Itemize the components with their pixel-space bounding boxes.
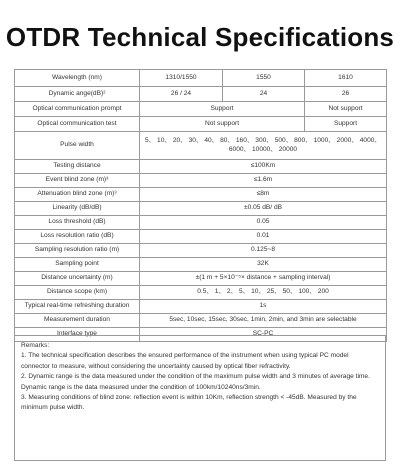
remarks-heading: Remarks: — [21, 342, 50, 349]
spec-label: Sampling resolution ratio (m) — [15, 244, 140, 258]
spec-label: Linearity (dB/dB) — [15, 202, 140, 216]
spec-value: 0.125~8 — [140, 244, 387, 258]
spec-value: ≤1.6m — [140, 174, 387, 188]
spec-sheet — [14, 69, 386, 463]
spec-label: Testing distance — [15, 160, 140, 174]
spec-value: 26 / 24 — [140, 87, 223, 102]
spec-label: Typical real-time refreshing duration — [15, 300, 140, 314]
spec-label: Distance scope (km) — [15, 286, 140, 300]
spec-value: 1s — [140, 300, 387, 314]
remark-item: 3. Measuring conditions of blind zone: reflection event is within 10Km, reflection strength < -45dB. Measured by the minimum pulse width. — [21, 394, 357, 412]
spec-row — [15, 244, 387, 258]
spec-value: 1550 — [223, 70, 305, 87]
spec-label: Dynamic ange(dB)² — [15, 87, 140, 102]
spec-value: Support — [305, 117, 387, 132]
spec-value: SC-PC — [140, 328, 387, 342]
spec-row — [15, 202, 387, 216]
spec-row — [15, 102, 387, 117]
spec-value: 0.5、 1、 2、 5、 10、 25、 50、 100、 200 — [140, 286, 387, 300]
spec-row — [15, 132, 387, 160]
spec-label: Optical communication test — [15, 117, 140, 132]
spec-label: Measurement duration — [15, 314, 140, 328]
spec-row — [15, 70, 387, 87]
spec-row — [15, 230, 387, 244]
spec-label: Sampling point — [15, 258, 140, 272]
spec-row — [15, 314, 387, 328]
spec-value: Not support — [305, 102, 387, 117]
spec-label: Distance uncertainty (m) — [15, 272, 140, 286]
spec-value: 26 — [305, 87, 387, 102]
spec-label: Optical communication prompt — [15, 102, 140, 117]
spec-row — [15, 188, 387, 202]
spec-value: 1610 — [305, 70, 387, 87]
spec-value: 32K — [140, 258, 387, 272]
spec-row — [15, 87, 387, 102]
remark-item: 2. Dynamic range is the data measured under the condition of the maximum pulse width and 3 minutes of average time. Dynamic range is the data measured under the condition of 100km/10240ns/3min. — [21, 373, 370, 391]
spec-label: Interface type — [15, 328, 140, 342]
spec-value: 1310/1550 — [140, 70, 223, 87]
spec-value: 0.01 — [140, 230, 387, 244]
spec-label: Pulse width — [15, 132, 140, 160]
spec-value: 5、 10、 20、 30、 40、 80、 160、 300、 500、 800、 1000、 2000、 4000、 6000、 10000、 20000 — [140, 132, 387, 160]
spec-label: Attenuation blind zone (m)³ — [15, 188, 140, 202]
spec-row — [15, 117, 387, 132]
spec-row — [15, 216, 387, 230]
spec-row — [15, 272, 387, 286]
spec-label: Loss threshold (dB) — [15, 216, 140, 230]
spec-value: Support — [140, 102, 305, 117]
spec-row — [15, 286, 387, 300]
spec-value: ≤8m — [140, 188, 387, 202]
spec-value: Not support — [140, 117, 305, 132]
spec-value: ±0.05 dB/ dB — [140, 202, 387, 216]
spec-row — [15, 160, 387, 174]
page-title: OTDR Technical Specifications — [5, 22, 395, 52]
spec-value: ≤100Km — [140, 160, 387, 174]
spec-value: 0.05 — [140, 216, 387, 230]
spec-row — [15, 174, 387, 188]
spec-value: ±(1 m + 5×10⁻⁵× distance + sampling interval) — [140, 272, 387, 286]
remarks-box — [14, 335, 386, 461]
spec-row — [15, 258, 387, 272]
spec-value: 24 — [223, 87, 305, 102]
remark-item: 1. The technical specification describes the ensured performance of the instrument when using typical PC model connector to measure, without considering the uncertainty caused by optical fiber refractivity. — [21, 352, 349, 370]
spec-label: Loss resolution ratio (dB) — [15, 230, 140, 244]
spec-label: Wavelength (nm) — [15, 70, 140, 87]
spec-value: 5sec, 10sec, 15sec, 30sec, 1min, 2min, and 3min are selectable — [140, 314, 387, 328]
spec-label: Event blind zone (m)³ — [15, 174, 140, 188]
spec-row — [15, 300, 387, 314]
spec-table — [14, 69, 387, 342]
